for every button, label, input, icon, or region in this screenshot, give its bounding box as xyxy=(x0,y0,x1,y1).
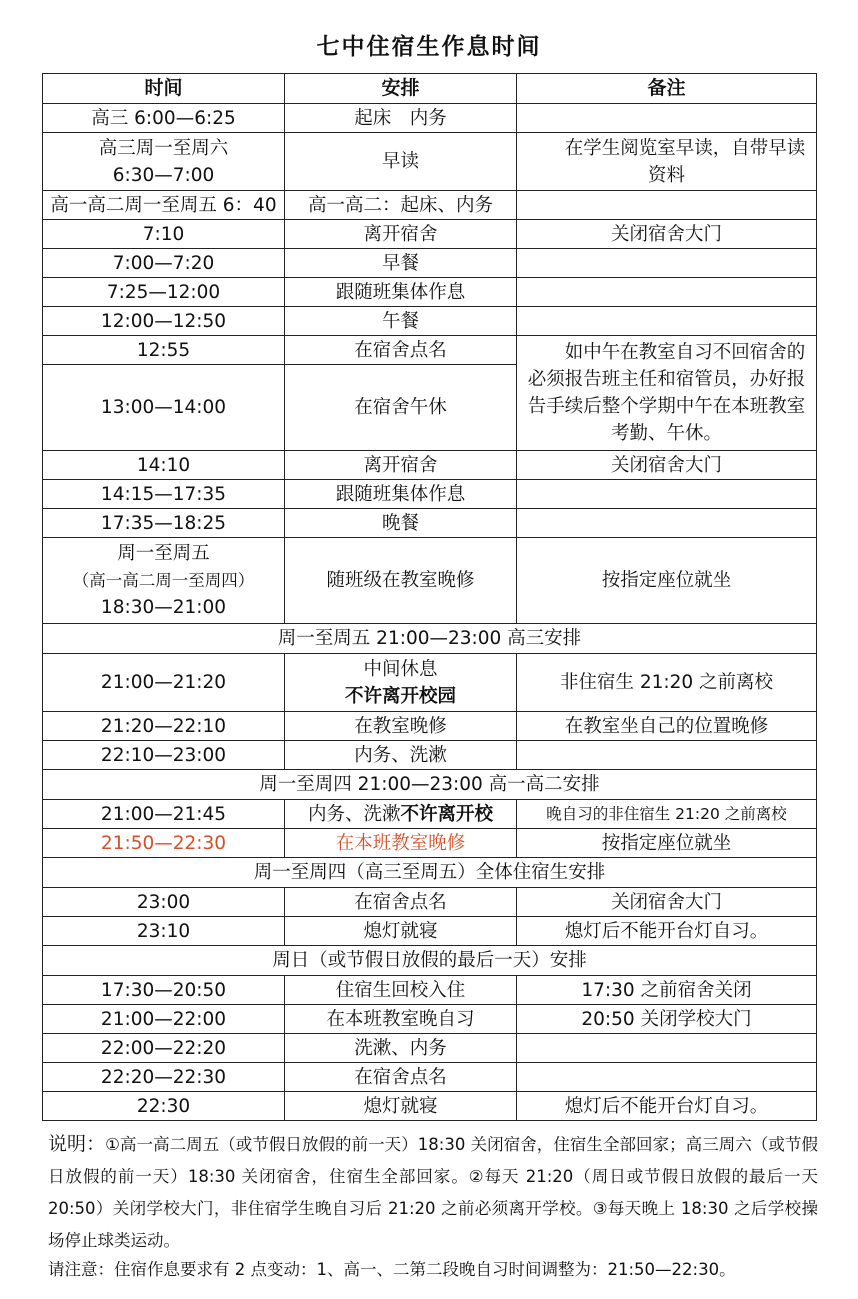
note-cell: 20:50 关闭学校大门 xyxy=(517,1005,817,1034)
task-cell xyxy=(285,800,517,829)
header-task: 安排 xyxy=(285,74,517,104)
note-cell xyxy=(517,104,817,133)
task-cell: 午餐 xyxy=(285,307,517,336)
task-normal: 内务、洗漱 xyxy=(307,803,401,825)
table-row xyxy=(43,712,817,741)
table-row xyxy=(43,654,817,712)
time-cell: 21:50—22:30 xyxy=(43,829,285,858)
task-cell: 在宿舍点名 xyxy=(285,1063,517,1092)
note-cell: 熄灯后不能开台灯自习。 xyxy=(517,917,817,946)
time-cell: 14:15—17:35 xyxy=(43,480,285,509)
task-cell: 内务、洗漱 xyxy=(285,741,517,770)
table-row xyxy=(43,976,817,1005)
time-cell: 17:30—20:50 xyxy=(43,976,285,1005)
table-row xyxy=(43,917,817,946)
section-heading: 周一至周四 21:00—23:00 高一高二安排 xyxy=(43,770,817,800)
table-row xyxy=(43,307,817,336)
time-cell xyxy=(43,538,285,624)
note-cell: 在学生阅览室早读，自带早读资料 xyxy=(517,133,817,191)
time-cell: 21:00—22:00 xyxy=(43,1005,285,1034)
table-row xyxy=(43,888,817,917)
note-cell xyxy=(517,509,817,538)
task-cell: 熄灯就寝 xyxy=(285,1092,517,1121)
note-cell: 按指定座位就坐 xyxy=(517,829,817,858)
header-time: 时间 xyxy=(43,74,285,104)
time-cell: 22:00—22:20 xyxy=(43,1034,285,1063)
section-row xyxy=(43,770,817,800)
time-cell: 23:00 xyxy=(43,888,285,917)
section-heading: 周一至周四（高三至周五）全体住宿生安排 xyxy=(43,858,817,888)
task-line: 中间休息 xyxy=(363,658,438,680)
note-cell xyxy=(517,741,817,770)
task-cell: 住宿生回校入住 xyxy=(285,976,517,1005)
task-cell: 晚餐 xyxy=(285,509,517,538)
section-row xyxy=(43,858,817,888)
time-cell: 21:00—21:20 xyxy=(43,654,285,712)
time-cell: 12:00—12:50 xyxy=(43,307,285,336)
note-cell: 晚自习的非住宿生 21:20 之前离校 xyxy=(517,800,817,829)
note-cell xyxy=(517,1063,817,1092)
section-row xyxy=(43,624,817,654)
task-warning: 不许离开校 xyxy=(400,803,494,825)
table-row xyxy=(43,451,817,480)
task-cell: 起床 内务 xyxy=(285,104,517,133)
evening-days: 周一至周五 xyxy=(117,543,210,564)
explanation-notes xyxy=(48,1128,818,1257)
table-row xyxy=(43,191,817,220)
task-cell: 早餐 xyxy=(285,249,517,278)
noon-note-cell: 如中午在教室自习不回宿舍的必须报告班主任和宿管员，办好报告手续后整个学期中午在本班教室考勤、午休。 xyxy=(517,336,817,451)
time-cell: 7:10 xyxy=(43,220,285,249)
time-cell: 21:20—22:10 xyxy=(43,712,285,741)
time-cell: 高三 6:00—6:25 xyxy=(43,104,285,133)
task-cell: 高一高二：起床、内务 xyxy=(285,191,517,220)
time-cell: 17:35—18:25 xyxy=(43,509,285,538)
table-row xyxy=(43,220,817,249)
table-row xyxy=(43,800,817,829)
time-cell: 13:00—14:00 xyxy=(43,365,285,451)
task-cell: 早读 xyxy=(285,133,517,191)
table-row xyxy=(43,1034,817,1063)
page-title: 七中住宿生作息时间 xyxy=(316,34,542,60)
note-cell: 17:30 之前宿舍关闭 xyxy=(517,976,817,1005)
time-cell: 12:55 xyxy=(43,336,285,365)
table-row xyxy=(43,1063,817,1092)
table-row xyxy=(43,741,817,770)
task-cell: 随班级在教室晚修 xyxy=(285,538,517,624)
header-row xyxy=(43,74,817,104)
table-row xyxy=(43,829,817,858)
task-cell: 洗漱、内务 xyxy=(285,1034,517,1063)
header-note: 备注 xyxy=(517,74,817,104)
evening-days-note: （高一高二周一至周四） xyxy=(72,571,255,590)
task-cell: 离开宿舍 xyxy=(285,451,517,480)
note-cell: 按指定座位就坐 xyxy=(517,538,817,624)
time-cell: 高三周一至周六 6:30—7:00 xyxy=(43,133,285,191)
schedule-table xyxy=(42,73,817,1121)
time-cell: 22:10—23:00 xyxy=(43,741,285,770)
task-cell xyxy=(285,654,517,712)
time-cell: 7:00—7:20 xyxy=(43,249,285,278)
task-cell: 在本班教室晚修 xyxy=(285,829,517,858)
task-cell: 在本班教室晚自习 xyxy=(285,1005,517,1034)
task-cell: 跟随班集体作息 xyxy=(285,278,517,307)
note-cell: 非住宿生 21:20 之前离校 xyxy=(517,654,817,712)
note-cell xyxy=(517,480,817,509)
table-row xyxy=(43,1092,817,1121)
note-cell xyxy=(517,191,817,220)
note-cell xyxy=(517,307,817,336)
time-cell: 23:10 xyxy=(43,917,285,946)
table-row xyxy=(43,133,817,191)
note-cell xyxy=(517,1034,817,1063)
evening-time: 18:30—21:00 xyxy=(100,597,227,618)
task-cell: 在宿舍点名 xyxy=(285,336,517,365)
table-row xyxy=(43,538,817,624)
task-cell: 跟随班集体作息 xyxy=(285,480,517,509)
time-cell: 21:00—21:45 xyxy=(43,800,285,829)
table-row xyxy=(43,278,817,307)
time-cell: 7:25—12:00 xyxy=(43,278,285,307)
time-cell: 高一高二周一至周五 6：40 xyxy=(43,191,285,220)
table-row xyxy=(43,104,817,133)
note-cell: 熄灯后不能开台灯自习。 xyxy=(517,1092,817,1121)
table-row xyxy=(43,336,817,365)
time-cell: 22:30 xyxy=(43,1092,285,1121)
note-cell xyxy=(517,278,817,307)
notes-text: ①高一高二周五（或节假日放假的前一天）18:30 关闭宿舍，住宿生全部回家；高三周六（或节假日放假的前一天）18:30 关闭宿舍，住宿生全部回家。②每天 21:20（周日或节假日放假的最后一天 20:50）关闭学校大门，非住宿学生晚自习后 21:20 之前必须离开学校。③每天晚上 18:30 之后学校操场停止球类运动。 xyxy=(48,1135,818,1250)
section-row xyxy=(43,946,817,976)
note-cell: 关闭宿舍大门 xyxy=(517,888,817,917)
table-row xyxy=(43,509,817,538)
table-row xyxy=(43,480,817,509)
section-heading: 周一至周五 21:00—23:00 高三安排 xyxy=(43,624,817,654)
task-cell: 熄灯就寝 xyxy=(285,917,517,946)
task-cell: 离开宿舍 xyxy=(285,220,517,249)
section-heading: 周日（或节假日放假的最后一天）安排 xyxy=(43,946,817,976)
time-cell: 14:10 xyxy=(43,451,285,480)
task-cell: 在宿舍午休 xyxy=(285,365,517,451)
task-cell: 在教室晚修 xyxy=(285,712,517,741)
notes-lead: 说明： xyxy=(48,1133,106,1155)
note-cell: 关闭宿舍大门 xyxy=(517,220,817,249)
task-cell: 在宿舍点名 xyxy=(285,888,517,917)
table-row xyxy=(43,1005,817,1034)
table-row xyxy=(43,249,817,278)
change-notice: 请注意：住宿作息要求有 2 点变动：1、高一、二第二段晚自习时间调整为：21:50—22:30。 xyxy=(48,1260,736,1279)
note-cell: 在教室坐自己的位置晚修 xyxy=(517,712,817,741)
note-cell: 关闭宿舍大门 xyxy=(517,451,817,480)
time-cell: 22:20—22:30 xyxy=(43,1063,285,1092)
task-warning: 不许离开校园 xyxy=(344,685,456,707)
note-cell xyxy=(517,249,817,278)
